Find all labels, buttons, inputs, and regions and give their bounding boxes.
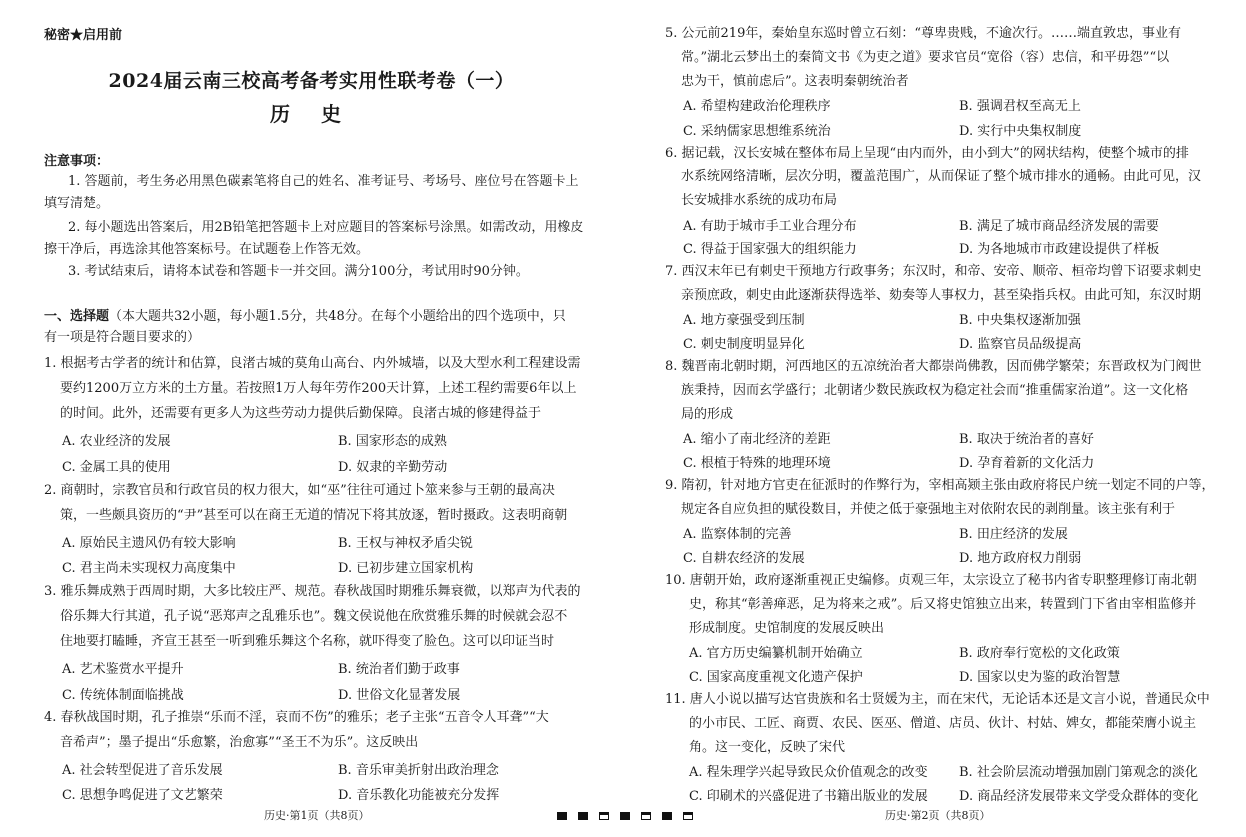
answer-option[interactable]: D. 音乐教化功能被充分发挥 <box>338 788 500 803</box>
question-line: 1. 根据考古学者的统计和估算，良渚古城的莫角山高台、内外城墙，以及大型水利工程建设需 <box>44 356 581 371</box>
answer-option[interactable]: B. 统治者们勤于政事 <box>338 662 460 677</box>
question-line: 要约1200万立方米的土方量。若按照1万人每年劳作200天计算，上述工程约需要6年以上 <box>60 381 577 396</box>
answer-option[interactable]: A. 农业经济的发展 <box>62 434 171 449</box>
question-line: 8. 魏晋南北朝时期，河西地区的五凉统治者大都崇尚佛教，因而佛学繁荣；东晋政权为门阀世 <box>665 359 1202 374</box>
answer-option[interactable]: D. 商品经济发展带来文学受众群体的变化 <box>959 789 1199 804</box>
question-line: 常。”湖北云梦出土的秦简文书《为吏之道》要求官员“宽俗（容）忠信，和平毋怨”“以 <box>681 50 1170 65</box>
answer-option[interactable]: A. 希望构建政治伦理秩序 <box>683 99 831 114</box>
question-line: 水系统网络清晰，层次分明，覆盖范围广，从而保证了整个城市排水的通畅。由此可见，汉 <box>681 169 1202 184</box>
answer-option[interactable]: B. 王权与神权矛盾尖锐 <box>338 536 473 551</box>
notice-heading: 注意事项： <box>44 154 110 169</box>
answer-option[interactable]: D. 实行中央集权制度 <box>959 124 1082 139</box>
mark-filled-icon <box>620 812 630 820</box>
question-line: 6. 据记载，汉长安城在整体布局上呈现“由内而外，由小到大”的网状结构，使整个城市的排 <box>665 146 1189 161</box>
question-line: 忠为干，慎前虑后”。这表明秦朝统治者 <box>681 74 909 89</box>
mark-filled-icon <box>557 812 567 820</box>
question-line: 5. 公元前219年，秦始皇东巡时曾立石刻：“尊卑贵贱，不逾次行。……端直敦忠，事业有 <box>665 26 1181 41</box>
question-line: 音希声”；墨子提出“乐愈繁，治愈寡”“圣王不为乐”。这反映出 <box>60 735 419 750</box>
answer-option[interactable]: A. 缩小了南北经济的差距 <box>683 432 831 447</box>
question-line: 10. 唐朝开始，政府逐渐重视正史编修。贞观三年，太宗设立了秘书内省专职整理修订南北朝 <box>665 573 1197 588</box>
answer-option[interactable]: D. 已初步建立国家机构 <box>338 561 474 576</box>
answer-option[interactable]: A. 程朱理学兴起导致民众价值观念的改变 <box>689 765 928 780</box>
mark-filled-icon <box>662 812 672 820</box>
question-line: 9. 隋初，针对地方官吏在征派时的作弊行为，宰相高颎主张由政府将民户统一划定不同的户等， <box>665 478 1215 493</box>
section-bold: 一、选择题 <box>44 309 110 324</box>
question-line: 的时间。此外，还需要有更多人为这些劳动力提供后勤保障。良渚古城的修建得益于 <box>60 406 542 421</box>
answer-option[interactable]: A. 社会转型促进了音乐发展 <box>62 763 223 778</box>
question-line: 4. 春秋战国时期，孔子推崇“乐而不淫，哀而不伤”的雅乐；老子主张“五音令人耳聋”“大 <box>44 710 549 725</box>
notice-line: 擦干净后，再选涂其他答案标号。在试题卷上作答无效。 <box>44 242 370 257</box>
answer-option[interactable]: B. 强调君权至高无上 <box>959 99 1081 114</box>
answer-option[interactable]: C. 君主尚未实现权力高度集中 <box>62 561 236 576</box>
answer-option[interactable]: B. 社会阶层流动增强加剧门第观念的淡化 <box>959 765 1198 780</box>
question-line: 亲预庶政，刺史由此逐渐获得选举、劾奏等人事权力，甚至染指兵权。由此可知，东汉时期 <box>681 288 1202 303</box>
question-line: 族秉持，因而玄学盛行；北朝诸少数民族政权为稳定社会而“推重儒家治道”。这一文化格 <box>681 383 1189 398</box>
section-heading <box>44 305 566 324</box>
question-line: 角。这一变化，反映了宋代 <box>689 740 846 755</box>
answer-option[interactable]: B. 田庄经济的发展 <box>959 527 1068 542</box>
page-footer: 历史·第2页（共8页） <box>885 809 991 822</box>
subject-title: 历 史 <box>270 102 353 126</box>
question-line: 住地要打瞌睡，齐宣王甚至一听到雅乐舞这个名称，就吓得变了脸色。这可以印证当时 <box>60 634 555 649</box>
mark-open-icon <box>641 812 651 820</box>
answer-option[interactable]: C. 刺史制度明显异化 <box>683 337 805 352</box>
mark-filled-icon <box>578 812 588 820</box>
answer-option[interactable]: C. 得益于国家强大的组织能力 <box>683 242 857 257</box>
notice-line: 2. 每小题选出答案后，用2B铅笔把答题卡上对应题目的答案标号涂黑。如需改动，用橡皮 <box>68 220 584 235</box>
answer-option[interactable]: D. 奴隶的辛勤劳动 <box>338 460 448 475</box>
mark-open-icon <box>599 812 609 820</box>
answer-option[interactable]: A. 监察体制的完善 <box>683 527 792 542</box>
answer-option[interactable]: C. 自耕农经济的发展 <box>683 551 805 566</box>
answer-option[interactable]: A. 原始民主遗风仍有较大影响 <box>62 536 236 551</box>
mark-open-icon <box>683 812 693 820</box>
question-line: 局的形成 <box>681 407 734 422</box>
question-line: 规定各自应负担的赋役数目，并使之低于豪强地主对依附农民的剥削量。该主张有利于 <box>681 502 1176 517</box>
answer-option[interactable]: C. 国家高度重视文化遗产保护 <box>689 670 863 685</box>
question-line: 2. 商朝时，宗教官员和行政官员的权力很大，如“巫”往往可通过卜筮来参与王朝的最高决 <box>44 483 555 498</box>
answer-option[interactable]: B. 音乐审美折射出政治理念 <box>338 763 499 778</box>
answer-option[interactable]: C. 印刷术的兴盛促进了书籍出版业的发展 <box>689 789 928 804</box>
answer-option[interactable]: C. 传统体制面临挑战 <box>62 688 184 703</box>
question-line: 俗乐舞大行其道，孔子说“恶郑声之乱雅乐也”。魏文侯说他在欣赏雅乐舞的时候就会忍不 <box>60 609 568 624</box>
question-line: 形成制度。史馆制度的发展反映出 <box>689 621 885 636</box>
question-line: 7. 西汉末年已有刺史干预地方行政事务；东汉时，和帝、安帝、顺帝、桓帝均曾下诏要求刺史 <box>665 264 1202 279</box>
question-line: 的小市民、工匠、商贾、农民、医巫、僧道、店员、伙计、村姑、婢女，都能荣膺小说主 <box>689 716 1197 731</box>
section-text: 有一项是符合题目要求的） <box>44 330 201 345</box>
answer-option[interactable]: A. 官方历史编纂机制开始确立 <box>689 646 863 661</box>
right-page <box>623 0 1246 837</box>
answer-option[interactable]: D. 国家以史为鉴的政治智慧 <box>959 670 1121 685</box>
answer-option[interactable]: B. 中央集权逐渐加强 <box>959 313 1081 328</box>
answer-option[interactable]: A. 地方豪强受到压制 <box>683 313 805 328</box>
answer-option[interactable]: D. 为各地城市市政建设提供了样板 <box>959 242 1160 257</box>
answer-option[interactable]: B. 满足了城市商品经济发展的需要 <box>959 219 1159 234</box>
answer-option[interactable]: D. 孕育着新的文化活力 <box>959 456 1095 471</box>
question-line: 史，称其“彰善瘅恶，足为将来之戒”。后又将史馆独立出来，转置到门下省由宰相监修并 <box>689 597 1197 612</box>
question-line: 11. 唐人小说以描写达官贵族和名士贤媛为主，而在宋代，无论话本还是文言小说，普通民众中 <box>665 692 1210 707</box>
answer-option[interactable]: C. 根植于特殊的地理环境 <box>683 456 831 471</box>
answer-option[interactable]: C. 金属工具的使用 <box>62 460 171 475</box>
question-line: 策，一些颇具资历的“尹”甚至可以在商王无道的情况下将其放逐，暂时摄政。这表明商朝 <box>60 508 568 523</box>
exam-title: 2024届云南三校高考备考实用性联考卷（一） <box>108 70 515 92</box>
question-line: 3. 雅乐舞成熟于西周时期，大多比较庄严、规范。春秋战国时期雅乐舞衰微，以郑声为代表的 <box>44 584 581 599</box>
section-text: （本大题共32小题，每小题1.5分，共48分。在每个小题给出的四个选项中，只 <box>109 309 566 324</box>
notice-line: 填写清楚。 <box>44 196 110 211</box>
answer-option[interactable]: C. 采纳儒家思想维系统治 <box>683 124 831 139</box>
answer-option[interactable]: A. 有助于城市手工业合理分布 <box>683 219 857 234</box>
notice-line: 1. 答题前，考生务必用黑色碳素笔将自己的姓名、准考证号、考场号、座位号在答题卡上 <box>68 174 579 189</box>
answer-option[interactable]: C. 思想争鸣促进了文艺繁荣 <box>62 788 223 803</box>
page-footer: 历史·第1页（共8页） <box>264 809 370 822</box>
answer-option[interactable]: A. 艺术鉴赏水平提升 <box>62 662 184 677</box>
answer-option[interactable]: D. 地方政府权力削弱 <box>959 551 1082 566</box>
answer-option[interactable]: B. 国家形态的成熟 <box>338 434 447 449</box>
answer-option[interactable]: B. 取决于统治者的喜好 <box>959 432 1094 447</box>
answer-option[interactable]: D. 世俗文化显著发展 <box>338 688 461 703</box>
answer-option[interactable]: B. 政府奉行宽松的文化政策 <box>959 646 1120 661</box>
secret-label: 秘密★启用前 <box>44 28 123 43</box>
answer-option[interactable]: D. 监察官员品级提高 <box>959 337 1082 352</box>
question-line: 长安城排水系统的成功布局 <box>681 193 838 208</box>
notice-line: 3. 考试结束后，请将本试卷和答题卡一并交回。满分100分，考试用时90分钟。 <box>68 264 529 279</box>
